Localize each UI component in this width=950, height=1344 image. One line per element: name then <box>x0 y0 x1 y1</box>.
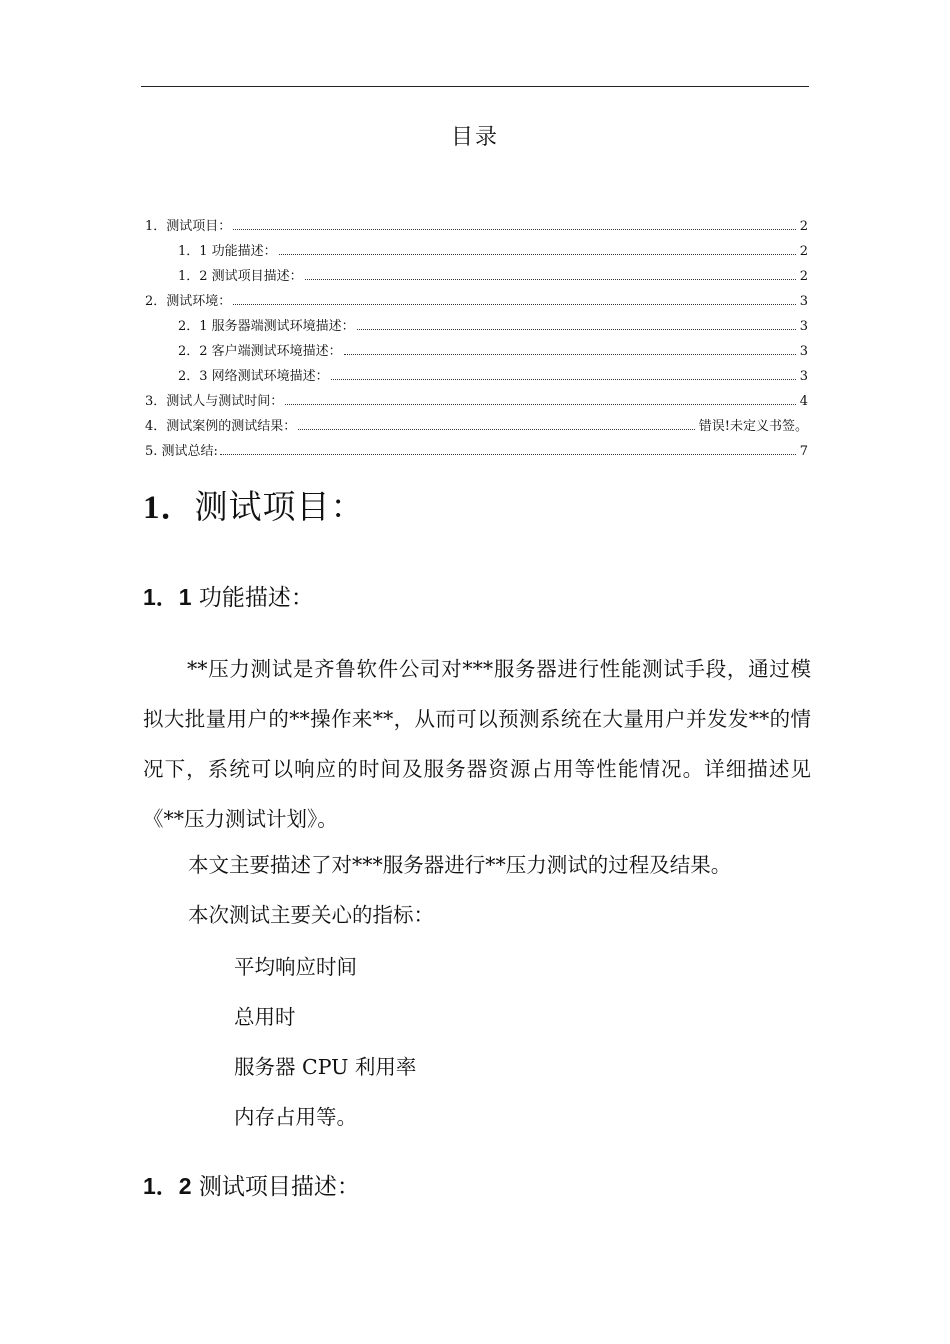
toc-entry-label: 2．1 服务器端测试环境描述： <box>178 319 355 334</box>
metric-item: 总用时 <box>234 1005 296 1029</box>
toc-entry-label: 1．2 测试项目描述： <box>178 269 303 284</box>
section-1-title: 测试项目： <box>194 487 365 526</box>
toc-entry-page: 3 <box>799 294 808 309</box>
scope-paragraph: 本文主要描述了对***服务器进行**压力测试的过程及结果。 <box>188 853 732 877</box>
toc-leader-dots <box>298 429 694 430</box>
section-1-number: 1． <box>143 490 195 526</box>
toc-entry-page: 3 <box>799 344 808 359</box>
toc-leader-dots <box>279 254 796 255</box>
toc-entry-label: 2．2 客户端测试环境描述： <box>178 344 342 359</box>
intro-paragraph-text: **压力测试是齐鲁软件公司对***服务器进行性能测试手段，通过模拟大批量用户的**操作来**，从而可以预测系统在大量用户并发发**的情况下，系统可以响应的时间及服务器资源占用等性能情况。详细描述见《**压力测试计划》。 <box>143 657 811 831</box>
toc-entry-page: 2 <box>799 219 808 234</box>
toc-title: 目录 <box>450 125 499 150</box>
section-1-2-title: 测试项目描述： <box>191 1174 360 1200</box>
toc-leader-dots <box>357 329 796 330</box>
toc-leader-dots <box>331 379 796 380</box>
toc-entry[interactable] <box>145 318 808 343</box>
toc-entry[interactable] <box>145 243 808 268</box>
toc-entry-label: 2．测试环境： <box>145 294 232 309</box>
toc-entry-label: 2．3 网络测试环境描述： <box>178 369 329 384</box>
toc-leader-dots <box>220 454 796 455</box>
toc-entry-label: 1．测试项目： <box>145 219 232 234</box>
toc-entry-page: 错误!未定义书签。 <box>698 419 808 434</box>
section-1-heading <box>143 482 365 533</box>
toc-entry[interactable] <box>145 418 808 443</box>
toc-entry-label: 1．1 功能描述： <box>178 244 277 259</box>
toc-entry[interactable] <box>145 293 808 318</box>
toc-leader-dots <box>285 404 795 405</box>
metric-item: 平均响应时间 <box>234 955 357 979</box>
toc-entry-page: 3 <box>799 369 808 384</box>
toc-entry[interactable] <box>145 368 808 393</box>
toc-entry-page: 7 <box>799 444 808 459</box>
toc-entry[interactable] <box>145 343 808 368</box>
section-1-2-number: 1．2 <box>143 1173 192 1199</box>
table-of-contents <box>145 218 808 468</box>
section-1-2-heading <box>143 1168 360 1205</box>
toc-entry-page: 3 <box>799 319 808 334</box>
toc-leader-dots <box>344 354 796 355</box>
section-1-1-title: 功能描述： <box>191 585 314 611</box>
toc-leader-dots <box>305 279 796 280</box>
toc-entry-page: 2 <box>799 244 808 259</box>
toc-entry-page: 4 <box>799 394 808 409</box>
toc-entry-page: 2 <box>799 269 808 284</box>
toc-entry-label: 5. 测试总结: <box>145 444 218 459</box>
metric-item: 内存占用等。 <box>234 1105 357 1129</box>
toc-entry-label: 4．测试案例的测试结果： <box>145 419 297 434</box>
toc-entry[interactable] <box>145 393 808 418</box>
toc-leader-dots <box>233 229 795 230</box>
section-1-1-heading <box>143 579 314 616</box>
toc-entry[interactable] <box>145 268 808 293</box>
toc-entry[interactable] <box>145 443 808 468</box>
toc-leader-dots <box>233 304 795 305</box>
section-1-1-number: 1．1 <box>143 584 192 610</box>
toc-entry-label: 3．测试人与测试时间： <box>145 394 284 409</box>
header-rule <box>141 86 809 87</box>
metrics-intro: 本次测试主要关心的指标： <box>188 903 434 927</box>
intro-paragraph <box>143 644 811 844</box>
metric-item: 服务器 CPU 利用率 <box>234 1055 417 1079</box>
toc-entry[interactable] <box>145 218 808 243</box>
